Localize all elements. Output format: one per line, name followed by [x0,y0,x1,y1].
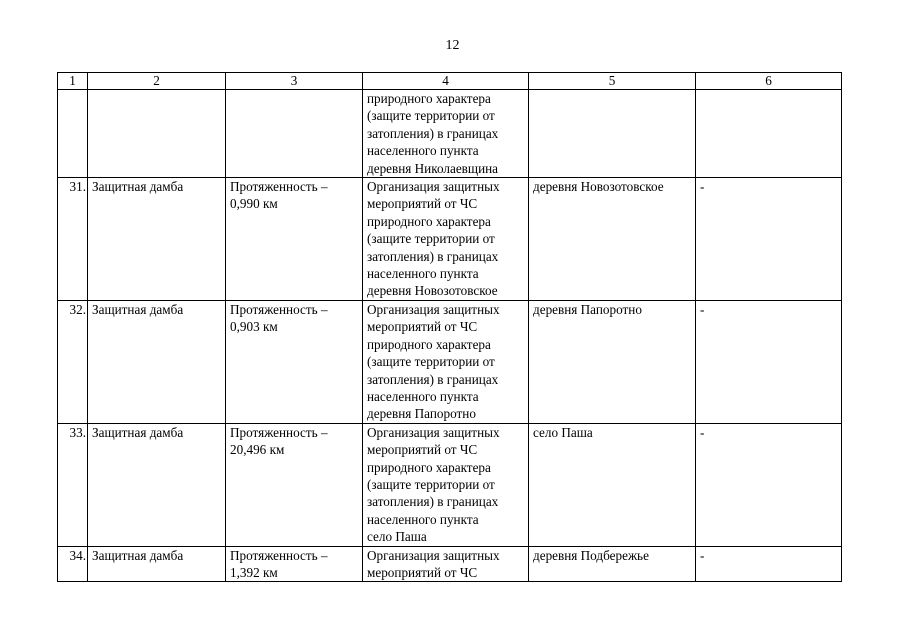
objects-table [57,72,842,582]
table-row [58,300,842,423]
cell-name: Защитная дамба [88,300,226,423]
cell-characteristics: Протяженность – 0,903 км [226,300,363,423]
column-header-1: 1 [58,73,88,90]
cell-zones: - [696,178,842,301]
cell-characteristics [226,90,363,178]
column-header-5: 5 [529,73,696,90]
cell-number: 34. [58,546,88,582]
table-row [58,178,842,301]
table-body [58,90,842,582]
cell-purpose: Организация защитных мероприятий от ЧС природного характера (защите территории от затопления) в границах населенного пункта деревня Папоротно [363,300,529,423]
table-header [58,73,842,90]
header-row [58,73,842,90]
cell-zones: - [696,546,842,582]
cell-name: Защитная дамба [88,546,226,582]
cell-purpose: природного характера (защите территории от затопления) в границах населенного пункта деревня Николаевщина [363,90,529,178]
cell-name: Защитная дамба [88,423,226,546]
cell-location: село Паша [529,423,696,546]
column-header-4: 4 [363,73,529,90]
cell-location [529,90,696,178]
cell-purpose: Организация защитных мероприятий от ЧС природного характера (защите территории от затопления) в границах населенного пункта деревня Новозотовское [363,178,529,301]
cell-zones [696,90,842,178]
cell-number: 32. [58,300,88,423]
cell-zones: - [696,423,842,546]
cell-purpose: Организация защитных мероприятий от ЧС [363,546,529,582]
cell-number [58,90,88,178]
cell-location: деревня Подбережье [529,546,696,582]
cell-name [88,90,226,178]
cell-characteristics: Протяженность – 1,392 км [226,546,363,582]
cell-characteristics: Протяженность – 20,496 км [226,423,363,546]
cell-number: 33. [58,423,88,546]
page-number: 12 [445,38,460,53]
cell-zones: - [696,300,842,423]
cell-location: деревня Новозотовское [529,178,696,301]
table-row-continuation [58,90,842,178]
table-row [58,423,842,546]
table-row [58,546,842,582]
column-header-3: 3 [226,73,363,90]
column-header-6: 6 [696,73,842,90]
cell-characteristics: Протяженность – 0,990 км [226,178,363,301]
column-header-2: 2 [88,73,226,90]
cell-number: 31. [58,178,88,301]
cell-name: Защитная дамба [88,178,226,301]
cell-purpose: Организация защитных мероприятий от ЧС природного характера (защите территории от затопления) в границах населенного пункта село Паша [363,423,529,546]
cell-location: деревня Папоротно [529,300,696,423]
